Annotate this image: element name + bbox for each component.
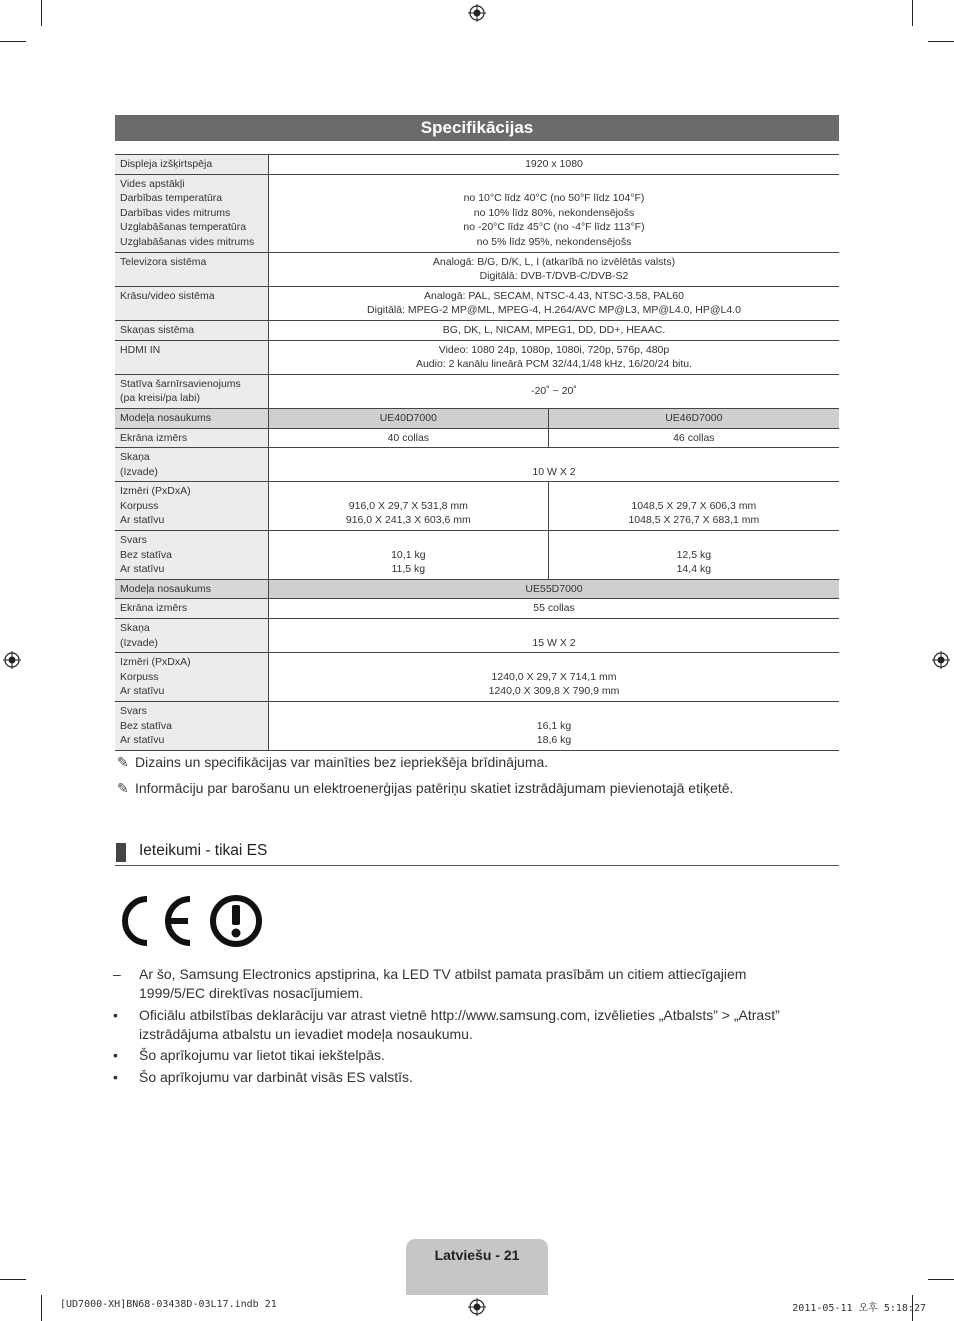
page-number-tab	[406, 1239, 548, 1295]
row-value: 12,5 kg 14,4 kg	[676, 548, 712, 576]
table-row	[115, 531, 839, 580]
heading-text: Ieteikumi - tikai ES	[139, 842, 268, 859]
row-label: Ekrāna izmērs	[115, 599, 269, 619]
row-value: -20˚ ~ 20˚	[531, 385, 577, 398]
row-label: Skaņas sistēma	[115, 320, 269, 340]
list-item: • Oficiālu atbilstības deklarāciju var atrast vietnē http://www.samsung.com, izvēlieties „Atbalsts” > „Atrast” izstrādājuma atbalstu un ievadiet modeļa nosaukumu.	[113, 1007, 780, 1042]
row-label: Izmēri (PxDxA) Korpuss Ar statīvu	[115, 482, 269, 531]
footer-file-info: [UD7000-XH]BN68-03438D-03L17.indb 21	[60, 1299, 277, 1310]
row-label: Modeļa nosaukums	[115, 408, 269, 428]
pencil-icon: ✎	[117, 780, 129, 796]
note	[117, 780, 733, 797]
row-value: 40 collas	[269, 428, 549, 448]
row-label: Skaņa (Izvade)	[115, 448, 269, 482]
row-value: Analogā: PAL, SECAM, NTSC-4.43, NTSC-3.58, PAL60 Digitālā: MPEG-2 MP@ML, MPEG-4, H.264/AVC MP@L3, MP@L4.0, HP@L4.0	[367, 289, 741, 317]
crop-mark	[928, 1279, 954, 1280]
row-label: Krāsu/video sistēma	[115, 286, 269, 320]
table-row	[115, 448, 839, 482]
model-name: UE46D7000	[548, 408, 839, 428]
pencil-icon: ✎	[117, 754, 129, 770]
bullet-marker: •	[113, 1047, 118, 1063]
ce-mark-icon	[118, 891, 268, 951]
row-label: Skaņa (Izvade)	[115, 619, 269, 653]
alert-exclamation-icon	[213, 898, 259, 944]
bullet-marker: •	[113, 1069, 118, 1085]
heading-marker	[116, 843, 126, 862]
row-label: Svars Bez statīva Ar statīvu	[115, 531, 269, 580]
row-value: 1048,5 X 29,7 X 606,3 mm 1048,5 X 276,7 X 683,1 mm	[628, 499, 760, 527]
note-text: Informāciju par barošanu un elektroenerģijas patēriņu skatiet izstrādājumam pievienotajā etiķetē.	[135, 780, 734, 796]
row-label: HDMI IN	[115, 340, 269, 374]
row-value: 916,0 X 29,7 X 531,8 mm 916,0 X 241,3 X 603,6 mm	[269, 482, 549, 531]
table-row	[115, 320, 839, 340]
table-row	[115, 482, 839, 531]
registration-mark-icon	[3, 651, 21, 669]
table-row	[115, 155, 839, 175]
table-row	[115, 252, 839, 286]
section-title: Specifikācijas	[115, 115, 839, 141]
row-label: Ekrāna izmērs	[115, 428, 269, 448]
registration-mark-icon	[468, 1298, 486, 1316]
table-row	[115, 653, 839, 702]
crop-mark	[0, 1279, 26, 1280]
row-value: Analogā: B/G, D/K, L, I (atkarībā no izvēlētās valsts) Digitālā: DVB-T/DVB-C/DVB-S2	[432, 255, 676, 283]
row-value: Video: 1080 24p, 1080p, 1080i, 720p, 576p, 480p Audio: 2 kanālu lineārā PCM 32/44,1/48 kHz, 16/20/24 bitu.	[415, 343, 693, 371]
row-value: BG, DK, L, NICAM, MPEG1, DD, DD+, HEAAC.	[442, 323, 666, 336]
row-label: Vides apstākļi Darbības temperatūra Darbības vides mitrums Uzglabāšanas temperatūra Uzglabāšanas vides mitrums	[115, 174, 269, 252]
list-item: • Šo aprīkojumu var lietot tikai iekštelpās.	[113, 1047, 385, 1063]
table-row	[115, 408, 839, 428]
table-row	[115, 286, 839, 320]
dash-marker: –	[113, 966, 121, 982]
row-label: Displeja izšķirtspēja	[115, 155, 269, 175]
row-label: Svars Bez statīva Ar statīvu	[115, 702, 269, 751]
row-value: 10,1 kg 11,5 kg	[269, 531, 549, 580]
row-label: Modeļa nosaukums	[115, 579, 269, 599]
table-row	[115, 579, 839, 599]
crop-mark	[41, 0, 42, 26]
registration-mark-icon	[932, 651, 950, 669]
row-value: no 10°C līdz 40°C (no 50°F līdz 104°F) no 10% līdz 80%, nekondensējošs no -20°C līdz 45°C (no -4°F līdz 113°F) no 5% līdz 95%, nekondensējošs	[463, 192, 645, 248]
table-row	[115, 619, 839, 653]
crop-mark	[41, 1295, 42, 1321]
model-name: UE40D7000	[269, 408, 549, 428]
row-value: 1240,0 X 29,7 X 714,1 mm 1240,0 X 309,8 X 790,9 mm	[488, 670, 620, 698]
section-heading	[115, 841, 839, 866]
row-value: 16,1 kg 18,6 kg	[536, 719, 572, 747]
row-value: 46 collas	[673, 431, 715, 444]
footer-timestamp: 2011-05-11 오후 5:18:27	[792, 1303, 926, 1314]
row-value: 10 W X 2	[532, 465, 576, 478]
row-value: 1920 x 1080	[525, 158, 583, 170]
note-text: Dizains un specifikācijas var mainīties bez iepriekšēja brīdinājuma.	[135, 754, 549, 770]
crop-mark	[912, 0, 913, 26]
table-row	[115, 702, 839, 751]
table-row	[115, 174, 839, 252]
row-value: 55 collas	[533, 602, 575, 615]
row-label: Izmēri (PxDxA) Korpuss Ar statīvu	[115, 653, 269, 702]
list-item: – Ar šo, Samsung Electronics apstiprina, ka LED TV atbilst pamata prasībām un citiem attiecīgajiem 1999/5/EC direktīvas nosacījumiem.	[113, 966, 747, 1001]
row-label: Statīva šarnīrsavienojums (pa kreisi/pa labi)	[115, 374, 269, 408]
table-row	[115, 374, 839, 408]
spec-table	[115, 154, 839, 751]
row-label: Televizora sistēma	[115, 252, 269, 286]
table-row	[115, 599, 839, 619]
page-number: Latviešu - 21	[434, 1247, 520, 1263]
list-item: • Šo aprīkojumu var darbināt visās ES valstīs.	[113, 1069, 413, 1085]
crop-mark	[928, 41, 954, 42]
model-name: UE55D7000	[269, 579, 840, 599]
table-row	[115, 340, 839, 374]
note	[117, 754, 548, 771]
bullet-marker: •	[113, 1007, 118, 1023]
crop-mark	[0, 41, 26, 42]
row-value: 15 W X 2	[532, 636, 576, 649]
table-row	[115, 428, 839, 448]
registration-mark-icon	[468, 4, 486, 22]
